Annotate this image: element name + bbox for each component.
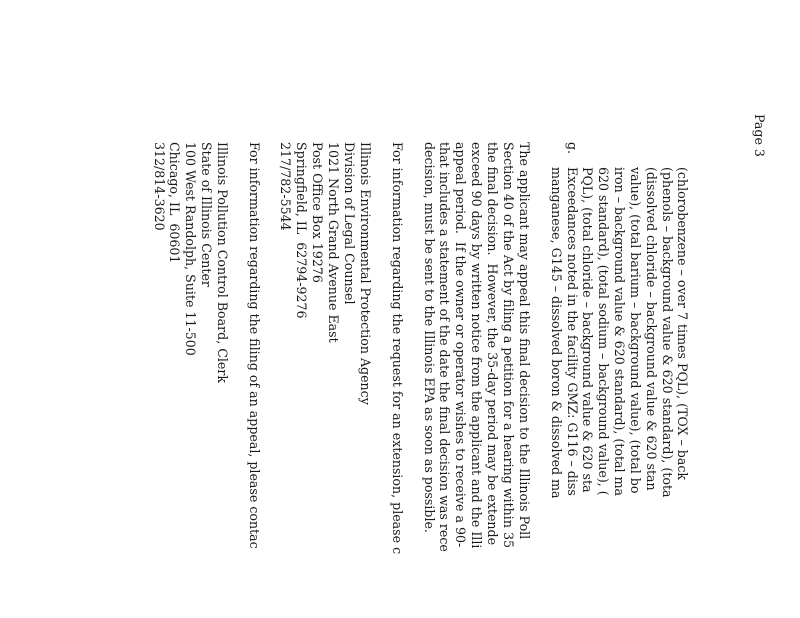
- phone-line: 217/782-5544: [278, 142, 293, 231]
- address-line: 100 West Randolph, Suite 11-500: [183, 142, 198, 356]
- appeal-paragraph-line: Section 40 of the Act by filing a petition for a hearing within 35: [501, 142, 516, 548]
- parameter-line: (phenols – background value & 620 standard), (tota: [660, 167, 675, 498]
- parameter-line: value), (total barium – background value), (total bo: [628, 167, 643, 494]
- address-line: Division of Legal Counsel: [342, 142, 357, 305]
- address-line: Post Office Box 19276: [310, 142, 325, 283]
- item-g-line: Exceedances noted in the facility GMZ: G116 – diss: [565, 167, 580, 496]
- parameter-line: (dissolved chloride – background value & 620 stan: [644, 167, 659, 491]
- appeal-paragraph-line: appeal period. If the owner or operator wishes to receive a 90-: [453, 142, 468, 548]
- parameter-line: (chlorobenzene – over 7 times PQL), (TOX – back: [675, 167, 690, 481]
- address-line: Chicago, IL 60601: [167, 142, 182, 264]
- appeal-info-line: For information regarding the filing of an appeal, please contac: [247, 142, 262, 549]
- appeal-paragraph-line: that includes a statement of the date the final decision was rece: [437, 142, 452, 552]
- extension-info-line: For information regarding the request for an extension, please c: [390, 142, 405, 555]
- address-line: Illinois Environmental Protection Agency: [358, 142, 373, 405]
- item-g-letter: g.: [565, 142, 580, 155]
- phone-line: 312/814-3620: [152, 142, 167, 231]
- item-g-line: manganese, G145 – dissolved boron & dissolved ma: [549, 167, 564, 499]
- parameter-line: iron – background value & 620 standard), (total ma: [612, 167, 627, 497]
- appeal-paragraph-line: the final decision. However, the 35-day period may be extende: [485, 142, 500, 546]
- address-line: Springfield, IL 62794-9276: [294, 142, 309, 319]
- page-number-header: Page 3: [752, 114, 767, 157]
- appeal-paragraph-line: exceed 90 days by written notice from the applicant and the Illi: [469, 142, 484, 549]
- address-line: State of Illinois Center: [199, 142, 214, 287]
- appeal-paragraph-line: decision, must be sent to the Illinois EPA as soon as possible.: [422, 142, 437, 533]
- parameter-line: PQL), (total chloride – background value & 620 sta: [580, 167, 595, 493]
- address-line: 1021 North Grand Avenue East: [326, 142, 341, 343]
- parameter-line: 620 standard), (total sodium – background value), (: [596, 167, 611, 496]
- address-line: Illinois Pollution Control Board, Clerk: [215, 142, 230, 383]
- appeal-paragraph-line: The applicant may appeal this final decision to the Illinois Poll: [517, 142, 532, 540]
